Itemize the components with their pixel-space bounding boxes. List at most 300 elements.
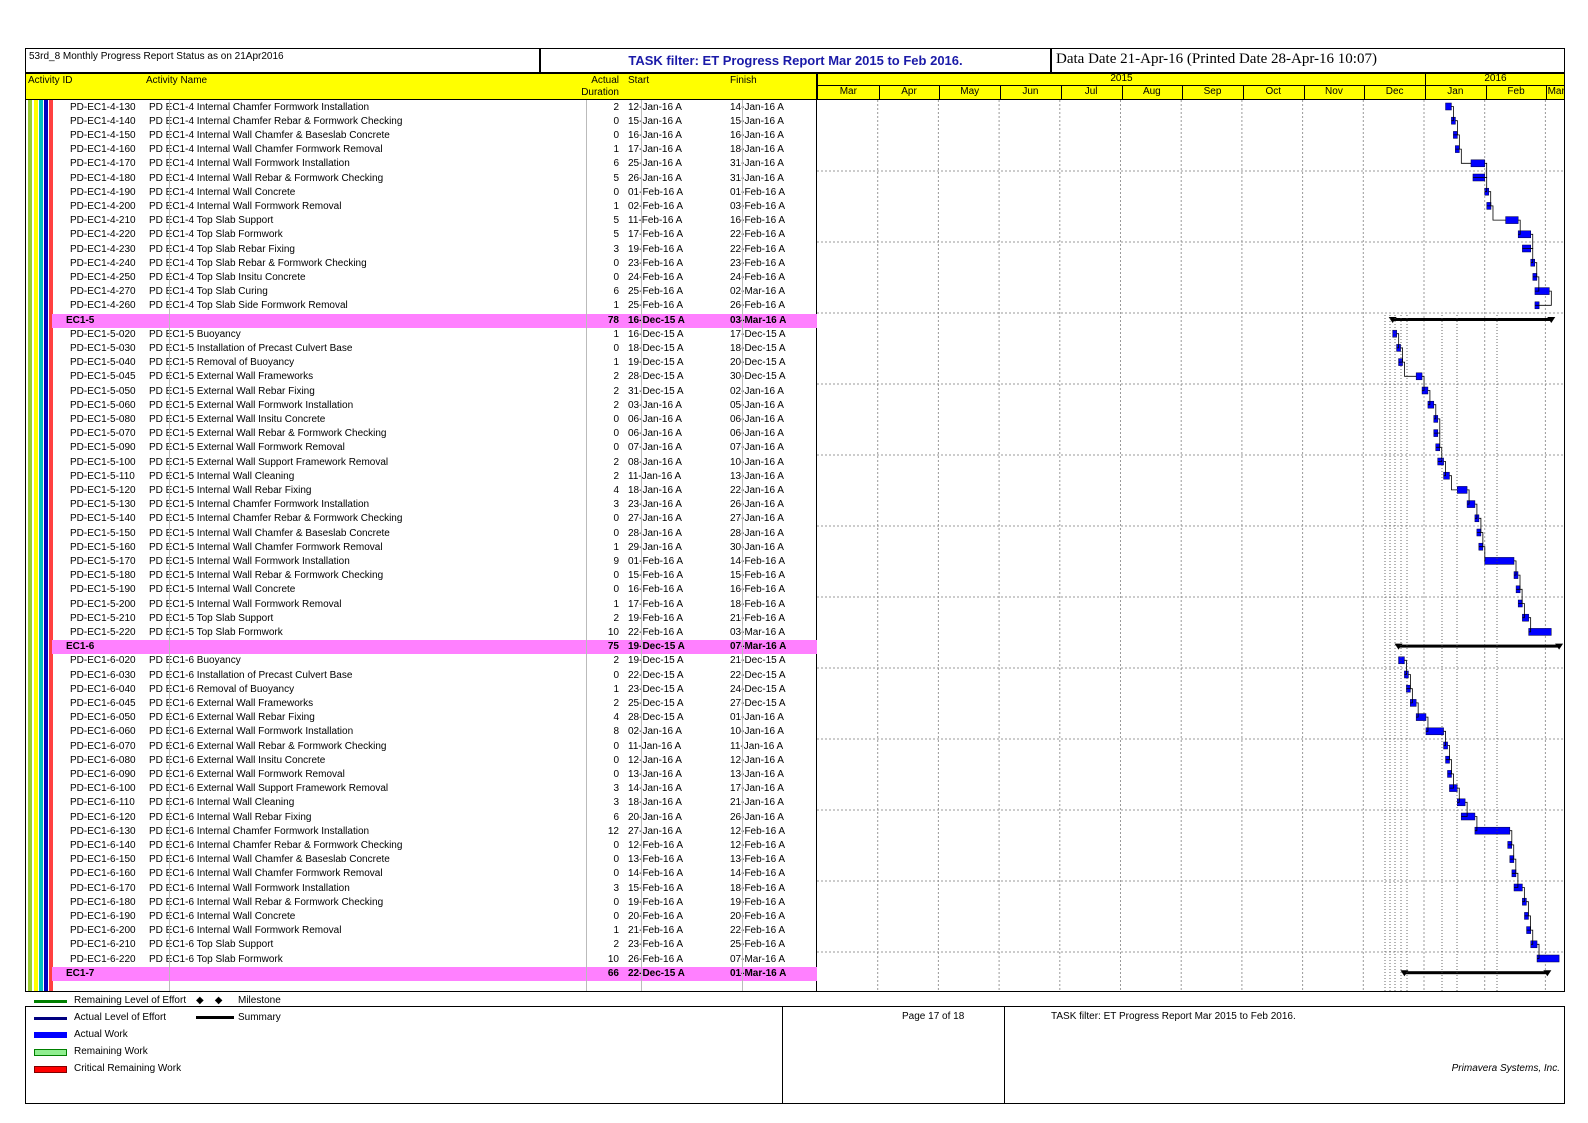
- year-label: 2015: [1110, 73, 1133, 84]
- actual-duration: 2: [613, 456, 619, 468]
- activity-id: PD-EC1-4-200: [70, 200, 136, 212]
- activity-id: PD-EC1-5-060: [70, 399, 136, 411]
- table-row[interactable]: [26, 825, 817, 839]
- activity-name: PD EC1-4 Internal Wall Rebar & Formwork Checking: [149, 172, 384, 184]
- actual-work-bar: [1537, 955, 1559, 962]
- activity-id: EC1-5: [66, 314, 95, 326]
- actual-duration: 8: [613, 726, 619, 738]
- start-date: 15-Feb-16 A: [628, 570, 684, 582]
- start-date: 28-Dec-15 A: [628, 371, 684, 383]
- start-date: 11-Feb-16 A: [628, 215, 683, 227]
- start-date: 07-Jan-16 A: [628, 442, 682, 454]
- finish-date: 10-Jan-16 A: [730, 726, 784, 738]
- start-date: 19-Feb-16 A: [628, 612, 684, 624]
- month-label: Jun: [1022, 86, 1039, 97]
- finish-date: 31-Jan-16 A: [730, 158, 784, 170]
- gantt-canvas: [817, 100, 1565, 992]
- finish-date: 13-Feb-16 A: [730, 854, 786, 866]
- actual-duration: 1: [613, 541, 619, 553]
- activity-id: PD-EC1-6-150: [70, 854, 136, 866]
- month-label: May: [960, 86, 980, 97]
- table-row[interactable]: [26, 498, 817, 512]
- activity-name: PD EC1-6 Internal Wall Chamfer Formwork Removal: [149, 868, 383, 880]
- actual-duration: 0: [613, 342, 619, 354]
- finish-date: 26-Jan-16 A: [730, 499, 784, 511]
- finish-date: 22-Feb-16 A: [730, 243, 786, 255]
- month-label: Mar: [1547, 86, 1565, 97]
- actual-work-bar: [1471, 160, 1485, 167]
- start-date: 14-Jan-16 A: [628, 783, 682, 795]
- activity-id: PD-EC1-5-030: [70, 342, 136, 354]
- actual-duration: 78: [607, 314, 619, 326]
- activity-id: PD-EC1-6-100: [70, 783, 136, 795]
- start-date: 11-Jan-16 A: [628, 470, 682, 482]
- table-row[interactable]: [26, 938, 817, 952]
- activity-id: PD-EC1-6-060: [70, 726, 136, 738]
- actual-duration: 0: [613, 129, 619, 141]
- finish-date: 21-Feb-16 A: [730, 612, 786, 624]
- actual-duration: 0: [613, 740, 619, 752]
- finish-date: 01-Jan-16 A: [730, 712, 784, 724]
- vendor-name: Primavera Systems, Inc.: [1451, 1063, 1560, 1074]
- finish-date: 03-Feb-16 A: [730, 200, 786, 212]
- finish-date: 14-Feb-16 A: [730, 868, 786, 880]
- activity-name: PD EC1-5 External Wall Rebar Fixing: [149, 385, 315, 397]
- table-row[interactable]: [26, 470, 817, 484]
- activity-name: PD EC1-5 Internal Chamfer Formwork Installation: [149, 499, 370, 511]
- actual-duration: 0: [613, 669, 619, 681]
- column-separator: [742, 100, 743, 992]
- actual-work-bar: [1399, 657, 1405, 664]
- activity-id: PD-EC1-4-210: [70, 215, 136, 227]
- table-row[interactable]: [26, 228, 817, 242]
- activity-id: PD-EC1-4-230: [70, 243, 136, 255]
- activity-name: PD EC1-5 External Wall Formwork Installation: [149, 399, 354, 411]
- activity-id: PD-EC1-5-190: [70, 584, 136, 596]
- finish-date: 13-Jan-16 A: [730, 470, 784, 482]
- start-date: 17-Feb-16 A: [628, 229, 684, 241]
- start-date: 25-Feb-16 A: [628, 286, 684, 298]
- table-row[interactable]: [26, 953, 817, 967]
- table-row[interactable]: [26, 555, 817, 569]
- activity-name: PD EC1-4 Internal Chamfer Rebar & Formwork Checking: [149, 115, 403, 127]
- finish-date: 28-Jan-16 A: [730, 527, 784, 539]
- activity-id: PD-EC1-4-250: [70, 271, 136, 283]
- activity-id: PD-EC1-4-160: [70, 144, 136, 156]
- table-row[interactable]: [26, 370, 817, 384]
- table-row[interactable]: [26, 399, 817, 413]
- start-date: 25-Dec-15 A: [628, 697, 684, 709]
- finish-date: 17-Jan-16 A: [730, 783, 784, 795]
- activity-name: PD EC1-4 Internal Wall Concrete: [149, 186, 296, 198]
- table-row[interactable]: [26, 740, 817, 754]
- finish-date: 18-Feb-16 A: [730, 598, 786, 610]
- table-row[interactable]: [26, 143, 817, 157]
- activity-id: PD-EC1-5-040: [70, 357, 136, 369]
- actual-duration: 0: [613, 115, 619, 127]
- actual-duration: 4: [613, 712, 619, 724]
- actual-duration: 4: [613, 484, 619, 496]
- table-row[interactable]: [26, 243, 817, 257]
- activity-name: PD EC1-6 Internal Wall Rebar & Formwork Checking: [149, 896, 384, 908]
- dependency-link: [1459, 149, 1471, 163]
- activity-id: PD-EC1-6-130: [70, 825, 136, 837]
- activity-id: EC1-6: [66, 641, 95, 653]
- footer-divider: [782, 1007, 783, 1103]
- start-date: 12-Jan-16 A: [628, 754, 682, 766]
- table-row[interactable]: [26, 285, 817, 299]
- table-row[interactable]: [26, 796, 817, 810]
- table-row[interactable]: [26, 186, 817, 200]
- finish-date: 15-Feb-16 A: [730, 570, 786, 582]
- activity-name: PD EC1-6 Buoyancy: [149, 655, 241, 667]
- finish-date: 11-Jan-16 A: [730, 740, 784, 752]
- table-row[interactable]: [26, 768, 817, 782]
- start-date: 17-Jan-16 A: [628, 144, 682, 156]
- table-row[interactable]: [26, 867, 817, 881]
- start-date: 18-Jan-16 A: [628, 797, 682, 809]
- legend-remaining-loe: Remaining Level of Effort: [74, 995, 187, 1006]
- table-row[interactable]: [26, 356, 817, 370]
- actual-duration: 10: [607, 953, 619, 965]
- start-date: 16-Jan-16 A: [628, 129, 682, 141]
- actual-duration: 10: [607, 626, 619, 638]
- finish-date: 19-Feb-16 A: [730, 896, 786, 908]
- activity-name: PD EC1-6 Internal Chamfer Formwork Installation: [149, 825, 370, 837]
- start-date: 02-Feb-16 A: [628, 200, 684, 212]
- actual-duration: 2: [613, 655, 619, 667]
- legend-summary: Summary: [238, 1012, 281, 1023]
- table-row[interactable]: [26, 157, 817, 171]
- actual-duration: 0: [613, 513, 619, 525]
- actual-work-bar: [1416, 373, 1422, 380]
- finish-date: 24-Dec-15 A: [730, 683, 786, 695]
- task-filter-title: TASK filter: ET Progress Report Mar 2015 to Feb 2016.: [540, 48, 1051, 73]
- table-row[interactable]: [26, 853, 817, 867]
- month-divider: [1182, 86, 1183, 100]
- activity-id: PD-EC1-4-260: [70, 300, 136, 312]
- finish-date: 06-Jan-16 A: [730, 413, 784, 425]
- table-row[interactable]: [26, 654, 817, 668]
- activity-name: PD EC1-4 Top Slab Curing: [149, 286, 268, 298]
- month-divider: [1364, 86, 1365, 100]
- table-row[interactable]: [26, 427, 817, 441]
- month-divider: [1122, 86, 1123, 100]
- finish-date: 12-Feb-16 A: [730, 839, 786, 851]
- legend-remaining-work-swatch: [34, 1049, 67, 1056]
- start-date: 11-Jan-16 A: [628, 740, 682, 752]
- table-row[interactable]: [26, 115, 817, 129]
- activity-name: PD EC1-6 Internal Wall Cleaning: [149, 797, 295, 809]
- start-date: 02-Jan-16 A: [628, 726, 682, 738]
- start-date: 28-Jan-16 A: [628, 527, 682, 539]
- start-date: 20-Jan-16 A: [628, 811, 682, 823]
- footer-filter: TASK filter: ET Progress Report Mar 2015 to Feb 2016.: [1051, 1011, 1296, 1022]
- activity-name: PD EC1-6 External Wall Rebar Fixing: [149, 712, 315, 724]
- activity-id: PD-EC1-5-130: [70, 499, 136, 511]
- start-date: 25-Jan-16 A: [628, 158, 682, 170]
- table-row[interactable]: [26, 811, 817, 825]
- activity-id: PD-EC1-4-170: [70, 158, 136, 170]
- table-row[interactable]: [26, 541, 817, 555]
- month-divider: [879, 86, 880, 100]
- activity-name: PD EC1-6 Internal Wall Chamfer & Baseslab Concrete: [149, 854, 390, 866]
- column-separator: [169, 100, 170, 992]
- table-row[interactable]: [26, 569, 817, 583]
- table-row[interactable]: [26, 385, 817, 399]
- finish-date: 22-Jan-16 A: [730, 484, 784, 496]
- table-row[interactable]: [26, 299, 817, 313]
- table-row[interactable]: [26, 697, 817, 711]
- activity-name: PD EC1-5 Installation of Precast Culvert Base: [149, 342, 353, 354]
- report-footer: [25, 995, 1565, 1104]
- actual-duration: 2: [613, 101, 619, 113]
- table-row[interactable]: [26, 598, 817, 612]
- table-row[interactable]: [26, 441, 817, 455]
- finish-date: 30-Jan-16 A: [730, 541, 784, 553]
- activity-id: PD-EC1-6-020: [70, 655, 136, 667]
- col-duration: Duration: [581, 87, 619, 98]
- summary-bar: [1404, 971, 1547, 974]
- start-date: 01-Feb-16 A: [628, 186, 684, 198]
- finish-date: 13-Jan-16 A: [730, 768, 784, 780]
- actual-duration: 1: [613, 300, 619, 312]
- month-label: Nov: [1325, 86, 1343, 97]
- activity-id: PD-EC1-5-110: [70, 470, 135, 482]
- start-date: 16-Feb-16 A: [628, 584, 684, 596]
- start-date: 27-Jan-16 A: [628, 825, 682, 837]
- start-date: 13-Jan-16 A: [628, 768, 682, 780]
- activity-name: PD EC1-6 Removal of Buoyancy: [149, 683, 295, 695]
- finish-date: 18-Jan-16 A: [730, 144, 784, 156]
- month-divider: [939, 86, 940, 100]
- start-date: 26-Jan-16 A: [628, 172, 682, 184]
- actual-duration: 75: [607, 641, 619, 653]
- start-date: 23-Jan-16 A: [628, 499, 682, 511]
- table-row[interactable]: [26, 271, 817, 285]
- activity-name: PD EC1-6 External Wall Formwork Removal: [149, 768, 345, 780]
- actual-duration: 0: [613, 413, 619, 425]
- column-separator: [586, 100, 587, 992]
- actual-duration: 1: [613, 144, 619, 156]
- actual-duration: 2: [613, 470, 619, 482]
- actual-duration: 2: [613, 371, 619, 383]
- table-row[interactable]: [26, 725, 817, 739]
- finish-date: 17-Dec-15 A: [730, 328, 786, 340]
- table-row[interactable]: [26, 214, 817, 228]
- dependency-link: [1483, 547, 1485, 561]
- activity-id: PD-EC1-5-120: [70, 484, 136, 496]
- col-actual: Actual: [591, 75, 619, 86]
- activity-name: PD EC1-5 Internal Wall Chamfer Formwork Removal: [149, 541, 383, 553]
- actual-duration: 0: [613, 570, 619, 582]
- actual-duration: 66: [607, 967, 619, 979]
- dependency-link: [1449, 476, 1457, 490]
- finish-date: 22-Dec-15 A: [730, 669, 786, 681]
- start-date: 03-Jan-16 A: [628, 399, 682, 411]
- table-row[interactable]: [26, 882, 817, 896]
- finish-date: 07-Jan-16 A: [730, 442, 784, 454]
- month-label: Jul: [1084, 86, 1098, 97]
- start-date: 21-Feb-16 A: [628, 925, 684, 937]
- actual-duration: 0: [613, 768, 619, 780]
- activity-id: PD-EC1-4-240: [70, 257, 136, 269]
- month-divider: [1546, 86, 1547, 100]
- activity-id: PD-EC1-4-150: [70, 129, 136, 141]
- activity-id: EC1-7: [66, 967, 95, 979]
- finish-date: 24-Feb-16 A: [730, 271, 786, 283]
- activity-id: PD-EC1-5-140: [70, 513, 136, 525]
- wbs-group-row[interactable]: [52, 314, 817, 328]
- finish-date: 27-Dec-15 A: [730, 697, 786, 709]
- start-date: 22-Dec-15 A: [628, 669, 684, 681]
- month-divider: [1061, 86, 1062, 100]
- activity-id: PD-EC1-5-170: [70, 555, 136, 567]
- table-row[interactable]: [26, 782, 817, 796]
- activity-name: PD EC1-5 Internal Wall Cleaning: [149, 470, 295, 482]
- actual-work-bar: [1446, 103, 1452, 110]
- wbs-group-row[interactable]: [52, 967, 817, 981]
- activity-id: PD-EC1-5-150: [70, 527, 136, 539]
- table-row[interactable]: [26, 257, 817, 271]
- page-number: Page 17 of 18: [902, 1011, 965, 1022]
- start-date: 19-Dec-15 A: [628, 357, 684, 369]
- activity-id: PD-EC1-5-180: [70, 570, 136, 582]
- legend-critical-swatch: [34, 1066, 67, 1073]
- table-row[interactable]: [26, 456, 817, 470]
- actual-duration: 0: [613, 428, 619, 440]
- table-row[interactable]: [26, 626, 817, 640]
- legend-milestone: Milestone: [238, 995, 281, 1006]
- data-date-title: Data Date 21-Apr-16 (Printed Date 28-Apr-16 10:07): [1051, 48, 1565, 73]
- table-row[interactable]: [26, 172, 817, 186]
- table-row[interactable]: [26, 200, 817, 214]
- activity-name: PD EC1-4 Internal Wall Chamfer & Baseslab Concrete: [149, 129, 390, 141]
- table-row[interactable]: [26, 328, 817, 342]
- activity-name: PD EC1-6 External Wall Support Framework Removal: [149, 783, 389, 795]
- activity-name: PD EC1-5 External Wall Formwork Removal: [149, 442, 345, 454]
- actual-duration: 0: [613, 896, 619, 908]
- activity-name: PD EC1-6 Internal Wall Formwork Removal: [149, 925, 342, 937]
- table-row[interactable]: [26, 512, 817, 526]
- activity-id: PD-EC1-6-140: [70, 839, 136, 851]
- month-label: Jan: [1447, 86, 1464, 97]
- table-row[interactable]: [26, 129, 817, 143]
- start-date: 22-Dec-15 A: [628, 967, 685, 979]
- finish-date: 21-Jan-16 A: [730, 797, 784, 809]
- table-row[interactable]: [26, 612, 817, 626]
- month-label: Oct: [1265, 86, 1282, 97]
- finish-date: 16-Feb-16 A: [730, 584, 786, 596]
- table-row[interactable]: [26, 910, 817, 924]
- finish-date: 20-Dec-15 A: [730, 357, 786, 369]
- activity-name: PD EC1-4 Top Slab Rebar Fixing: [149, 243, 295, 255]
- actual-duration: 2: [613, 399, 619, 411]
- table-row[interactable]: [26, 896, 817, 910]
- table-row[interactable]: [26, 924, 817, 938]
- activity-name: PD EC1-5 Internal Wall Rebar & Formwork Checking: [149, 570, 384, 582]
- month-label: Apr: [901, 86, 917, 97]
- finish-date: 20-Feb-16 A: [730, 910, 786, 922]
- summary-icon: [196, 1016, 234, 1019]
- actual-duration: 6: [613, 811, 619, 823]
- finish-date: 02-Jan-16 A: [730, 385, 784, 397]
- actual-duration: 0: [613, 257, 619, 269]
- table-row[interactable]: [26, 711, 817, 725]
- activity-id: PD-EC1-5-045: [70, 371, 136, 383]
- timescale-header: [817, 73, 1565, 100]
- activity-name: PD EC1-4 Top Slab Insitu Concrete: [149, 271, 306, 283]
- month-label: Sep: [1203, 86, 1222, 97]
- legend-remaining-loe-swatch: [34, 1000, 67, 1003]
- col-activity-id: Activity ID: [28, 75, 73, 86]
- finish-date: 22-Feb-16 A: [730, 229, 786, 241]
- start-date: 22-Feb-16 A: [628, 626, 684, 638]
- activity-id: PD-EC1-5-050: [70, 385, 136, 397]
- start-date: 23-Feb-16 A: [628, 939, 684, 951]
- activity-name: PD EC1-5 External Wall Rebar & Formwork Checking: [149, 428, 387, 440]
- finish-date: 31-Jan-16 A: [730, 172, 784, 184]
- activity-name: PD EC1-5 Internal Chamfer Rebar & Formwork Checking: [149, 513, 403, 525]
- actual-work-bar: [1485, 557, 1514, 564]
- table-row[interactable]: [26, 669, 817, 683]
- table-row[interactable]: [26, 413, 817, 427]
- activity-id: PD-EC1-6-110: [70, 797, 135, 809]
- activity-id: PD-EC1-6-070: [70, 740, 136, 752]
- actual-work-bar: [1426, 728, 1444, 735]
- actual-duration: 0: [613, 754, 619, 766]
- legend-critical-remaining: Critical Remaining Work: [74, 1063, 182, 1074]
- month-divider: [1243, 86, 1244, 100]
- activity-name: PD EC1-5 Top Slab Formwork: [149, 626, 283, 638]
- col-activity-name: Activity Name: [146, 75, 208, 86]
- activity-name: PD EC1-6 External Wall Frameworks: [149, 697, 314, 709]
- actual-work-bar: [1475, 827, 1510, 834]
- activity-name: PD EC1-6 Top Slab Support: [149, 939, 274, 951]
- actual-work-bar: [1506, 217, 1519, 224]
- month-label: Feb: [1507, 86, 1525, 97]
- table-row[interactable]: [26, 839, 817, 853]
- summary-bar: [1393, 318, 1552, 321]
- table-row[interactable]: [26, 101, 817, 115]
- table-row[interactable]: [26, 683, 817, 697]
- activity-name: PD EC1-4 Top Slab Formwork: [149, 229, 283, 241]
- activity-id: PD-EC1-6-180: [70, 896, 136, 908]
- activity-name: PD EC1-6 External Wall Formwork Installation: [149, 726, 354, 738]
- column-header: [25, 73, 817, 100]
- actual-work-bar: [1529, 628, 1552, 635]
- activity-id: PD-EC1-6-210: [70, 939, 136, 951]
- start-date: 01-Feb-16 A: [628, 555, 684, 567]
- finish-date: 25-Feb-16 A: [730, 939, 786, 951]
- table-row[interactable]: [26, 754, 817, 768]
- actual-duration: 0: [613, 854, 619, 866]
- table-row[interactable]: [26, 527, 817, 541]
- finish-date: 16-Jan-16 A: [730, 129, 784, 141]
- finish-date: 01-Mar-16 A: [730, 967, 787, 979]
- wbs-group-row[interactable]: [52, 640, 817, 654]
- activity-name: PD EC1-4 Internal Wall Formwork Installation: [149, 158, 350, 170]
- activity-name: PD EC1-4 Top Slab Support: [149, 215, 274, 227]
- finish-date: 07-Mar-16 A: [730, 953, 786, 965]
- activity-id: PD-EC1-6-200: [70, 925, 136, 937]
- report-status-title: 53rd_8 Monthly Progress Report Status as on 21Apr2016: [25, 48, 540, 73]
- finish-date: 16-Feb-16 A: [730, 215, 786, 227]
- table-row[interactable]: [26, 484, 817, 498]
- table-row[interactable]: [26, 342, 817, 356]
- table-row[interactable]: [26, 583, 817, 597]
- actual-duration: 12: [607, 825, 619, 837]
